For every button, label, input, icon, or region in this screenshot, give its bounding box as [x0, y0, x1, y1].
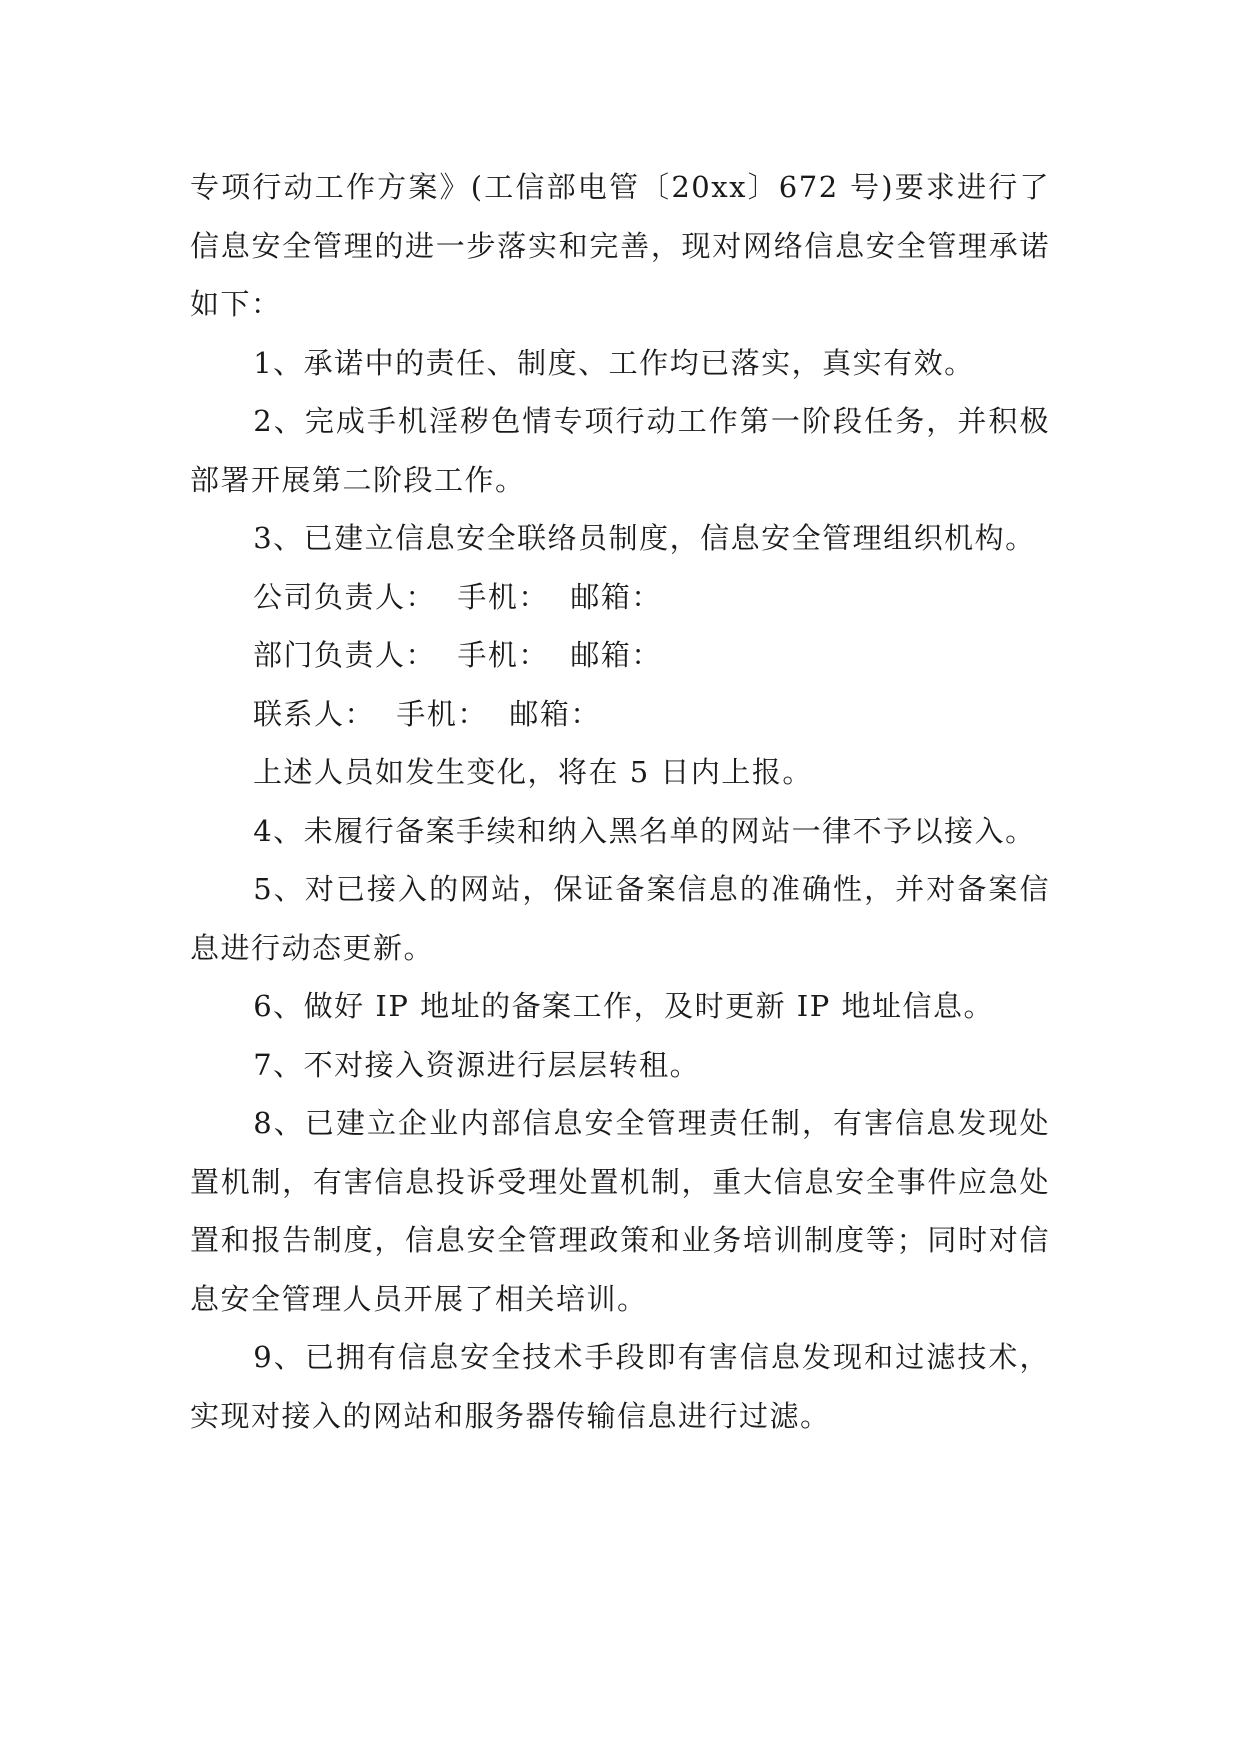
liaison-contact-line: 联系人： 手机： 邮箱：	[253, 696, 601, 731]
commitment-item-5: 5、对已接入的网站，保证备案信息的准确性，并对备案信息进行动态更新。	[190, 872, 1050, 965]
commitment-item-9: 9、已拥有信息安全技术手段即有害信息发现和过滤技术，实现对接入的网站和服务器传输信息进行过滤。	[190, 1340, 1050, 1433]
department-contact-line: 部门负责人： 手机： 邮箱：	[253, 638, 662, 672]
document-body	[190, 158, 1050, 1445]
intro-paragraph: 专项行动工作方案》(工信部电管〔20xx〕672 号)要求进行了信息安全管理的进一步落实和完善，现对网络信息安全管理承诺如下：	[190, 170, 1050, 321]
commitment-item-2: 2、完成手机淫秽色情专项行动工作第一阶段任务，并积极部署开展第二阶段工作。	[190, 404, 1050, 497]
commitment-item-6: 6、做好 IP 地址的备案工作，及时更新 IP 地址信息。	[253, 989, 994, 1023]
change-report-note: 上述人员如发生变化，将在 5 日内上报。	[253, 755, 813, 789]
commitment-item-8: 8、已建立企业内部信息安全管理责任制，有害信息发现处置机制，有害信息投诉受理处置机制，重大信息安全事件应急处置和报告制度，信息安全管理政策和业务培训制度等；同时对信息安全管理人员开展了相关培训。	[190, 1106, 1050, 1316]
company-contact-line: 公司负责人： 手机： 邮箱：	[253, 579, 662, 614]
commitment-item-4: 4、未履行备案手续和纳入黑名单的网站一律不予以接入。	[253, 813, 1036, 848]
commitment-item-3: 3、已建立信息安全联络员制度，信息安全管理组织机构。	[253, 521, 1036, 555]
commitment-item-1: 1、承诺中的责任、制度、工作均已落实，真实有效。	[253, 345, 975, 380]
commitment-item-7: 7、不对接入资源进行层层转租。	[253, 1047, 701, 1082]
